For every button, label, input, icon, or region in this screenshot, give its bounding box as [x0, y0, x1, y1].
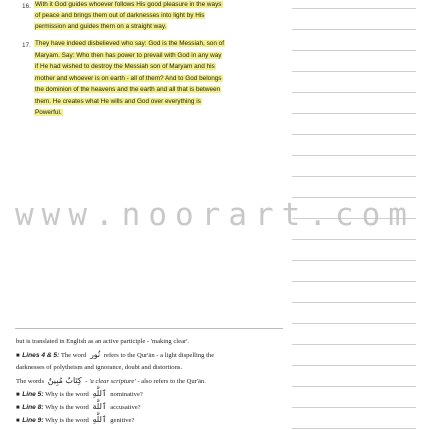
note-line: darknesses of polytheism and ignorance, doubt and distortions. [16, 364, 183, 371]
footnote-divider [15, 328, 283, 329]
question-line: ■ Line 5: Why is the word ٱللَّهِ nominative? [16, 389, 143, 398]
note-line: but is translated in English as an active participle - 'making clear'. [16, 338, 190, 345]
verse-line: Powerful. [35, 109, 62, 116]
bullet-square-icon: ■ [16, 418, 20, 424]
bullet-square-icon: ■ [16, 392, 20, 398]
bullet-square-icon: ■ [16, 353, 20, 359]
writing-line [292, 134, 416, 135]
verse-line: Maryam. Say: Who then has power to prevail with God in any way [35, 51, 222, 59]
verse-line: the dominion of the heavens and the earth and all that is between [35, 86, 221, 93]
writing-line [292, 92, 416, 93]
watermark: www.noorart.com [15, 197, 415, 233]
bullet-square-icon: ■ [16, 405, 20, 411]
writing-line [292, 29, 416, 30]
writing-line [292, 8, 416, 9]
writing-line [292, 176, 416, 177]
verse-line: of peace and brings them out of darknesses into light by His [35, 12, 205, 19]
writing-line [292, 428, 416, 429]
writing-line [292, 71, 416, 72]
writing-line [292, 302, 416, 303]
writing-line [292, 155, 416, 156]
writing-line [292, 239, 416, 240]
question-line: ■ Line 8: Why is the word ٱللَّهَ accusative? [16, 402, 141, 411]
writing-line [292, 344, 416, 345]
verse-number: 17. [22, 42, 31, 49]
verse-line: mother and whoever is on earth - all of them? And to God belongs [35, 74, 222, 82]
verse-line: permission and guides them on a straight way. [35, 23, 167, 30]
verse-line: if He had wished to destroy the Messiah son of Maryam and his [35, 63, 215, 70]
question-line: ■ Line 9: Why is the word ٱللَّهِ genitive? [16, 415, 135, 424]
writing-line [292, 50, 416, 51]
verse-line: them. He creates what He wills and God over everything is [35, 97, 201, 105]
note-line: ■ Lines 4 & 5: The word نُور refers to the Qur'ān - a light dispelling the [16, 350, 215, 359]
note-line: The words كِتَابٌ مُبِينٌ - 'a clear scripture' - also refers to the Qur'ān. [16, 376, 206, 385]
writing-line [292, 323, 416, 324]
verse-line: With it God guides whoever follows His good pleasure in the ways [35, 1, 222, 8]
writing-line [292, 113, 416, 114]
verse-line: They have indeed disbelieved who say: God is the Messiah, son of [35, 40, 224, 47]
writing-line [292, 281, 416, 282]
writing-line [292, 260, 416, 261]
writing-line [292, 365, 416, 366]
writing-line [292, 407, 416, 408]
verse-number: 16. [22, 3, 31, 10]
writing-line [292, 386, 416, 387]
